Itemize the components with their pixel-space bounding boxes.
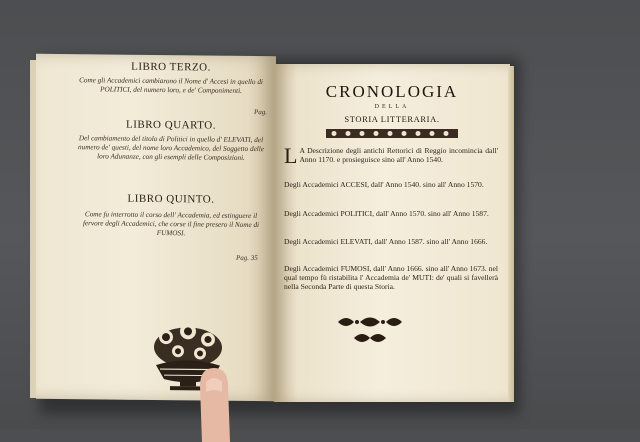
heading-libro-quarto: LIBRO QUARTO. (126, 118, 216, 132)
page-ref-terzo: Pag. (254, 108, 268, 117)
right-page (274, 64, 510, 402)
holding-finger (192, 362, 236, 442)
page-subtitle: STORIA LITTERARIA. (344, 114, 440, 124)
heading-libro-terzo: LIBRO TERZO. (131, 60, 211, 74)
decorative-rule (326, 129, 458, 138)
entry-rettorici (284, 143, 498, 168)
title-della: DELLA (374, 104, 410, 110)
entry-fumosi: Degli Accademici FUMOSI, dall' Anno 1666. sino all' Anno 1673. nel qual tempo fù ristabilita l' Accademia de' MUTI: de' quali si favellerà nella Seconda Parte di questa Storia. (284, 264, 498, 292)
text-libro-terzo: Come gli Accademici cambiarono il Nome d' Accesi in quello di POLITICI, del numero loro, e de' Componimenti. (79, 76, 263, 95)
text-libro-quarto: Del cambiamento del titolo di Politici in quello d' ELEVATI, del numero de' questi, del nome loro Accademico, del Soggetto delle loro Adunanze, con gli esempli delle Composizioni. (78, 134, 264, 162)
left-page (36, 54, 276, 402)
page-edge (508, 66, 514, 402)
entry-accesi: Degli Accademici ACCESI, dall' Anno 1540. sino all' Anno 1570. (284, 180, 484, 189)
entry-elevati: Degli Accademici ELEVATI, dall' Anno 1587. sino all' Anno 1666. (284, 237, 488, 246)
entry-rettorici-text: A Descrizione degli antichi Rettorici di Reggio incomincia dall' Anno 1170. e prosieguisce sino all' Anno 1540. (299, 146, 498, 165)
drop-cap-letter: L (284, 143, 298, 168)
page-title: CRONOLOGIA (325, 82, 459, 101)
tailpiece-ornament (334, 314, 406, 348)
page-ref-quinto: Pag. 35 (236, 253, 258, 263)
entry-politici: Degli Accademici POLITICI, dall' Anno 1570. sino all' Anno 1587. (284, 209, 489, 218)
text-libro-quinto: Come fu interrotto il corso dell' Accademia, ed estinguere il fervore degli Accademici, che corse il fine presero il Nome di FUMOSI. (82, 210, 260, 238)
heading-libro-quinto: LIBRO QUINTO. (127, 192, 215, 206)
